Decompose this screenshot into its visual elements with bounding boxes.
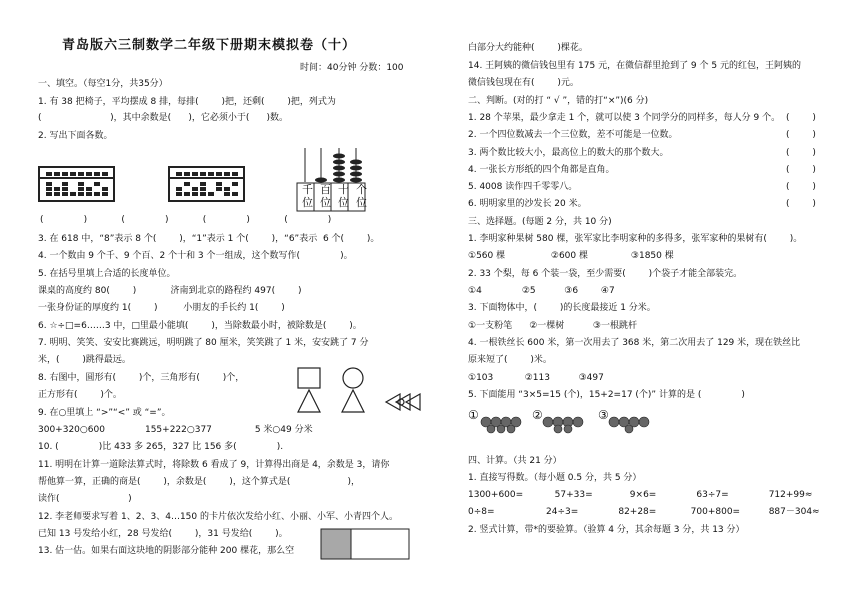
abacus-1-beads xyxy=(40,168,117,204)
time-score: 时间：40分钟 分数：100 xyxy=(300,63,404,73)
question-7-line-1: 7. 明明、笑笑、安安比赛跳远，明明跳了 80 厘米，笑笑跳了 1 米，安安跳了 7 分 xyxy=(38,338,369,348)
abacus-2-beads xyxy=(170,168,247,204)
question-11-line-2: 帮他算一算，正确的商是( )，余数是( )，这个算式是( )， xyxy=(38,477,361,487)
question-6: 6. ☆÷□=6……3 中，□里最小能填( )，当除数最小时，被除数是( )。 xyxy=(38,321,362,331)
question-1-line-1: 1. 有 38 把椅子，平均摆成 8 排，每排( )把，还剩( )把，列式为 xyxy=(38,97,336,107)
judge-paren-6[interactable]: ( ) xyxy=(786,199,816,209)
choice-3-options: ①一支粉笔 ②一棵树 ③一根跳杆 xyxy=(468,321,637,331)
question-4: 4. 一个数由 9 个千、9 个百、2 个十和 3 个一组成，这个数写作( )。 xyxy=(38,251,353,261)
judge-paren-5[interactable]: ( ) xyxy=(786,182,816,192)
section-2-heading: 二、判断。(对的打 “ √ ”，错的打“×”)(6 分) xyxy=(468,96,649,106)
judge-paren-2[interactable]: ( ) xyxy=(786,130,816,140)
question-5: 5. 在括号里填上合适的长度单位。 xyxy=(38,269,176,279)
choice-5-option-1-image xyxy=(480,410,522,434)
question-3: 3. 在 618 中，“8”表示 8 个( )，“1”表示 1 个( )，“6”表示 6 个( )。 xyxy=(38,234,380,244)
judge-paren-1[interactable]: ( ) xyxy=(786,113,816,123)
choice-4-options: ①103 ②113 ③497 xyxy=(468,373,604,383)
place-label-row-1: 千百十个 xyxy=(302,183,374,196)
section-1-heading: 一、填空。（每空1分，共35分） xyxy=(38,79,168,89)
judge-paren-3[interactable]: ( ) xyxy=(786,148,816,158)
question-11-line-1: 11. 明明在计算一道除法算式时，将除数 6 看成了 9，计算得出商是 4，余数是 3，请你 xyxy=(38,460,390,470)
judge-item-4: 4. 一张长方形纸的四个角都是直角。 xyxy=(468,165,615,175)
choice-2-options: ①4 ②5 ③6 ④7 xyxy=(468,286,615,296)
judge-item-6: 6. 明明家里的沙发长 20 米。 xyxy=(468,199,587,209)
calc-row-2: 0÷8= 24÷3= 82+28= 700+800= 887－304≈ xyxy=(468,507,820,517)
question-14-line-2: 微信钱包现在有( )元。 xyxy=(468,78,579,88)
question-11-line-3: 读作( ) xyxy=(38,494,132,504)
question-10: 10. ( )比 433 多 265，327 比 156 多( ). xyxy=(38,442,284,452)
choice-5-option-1-number: ① xyxy=(468,408,479,422)
question-9: 9. 在○里填上 “>”“<” 或 “=”。 xyxy=(38,408,171,418)
judge-paren-4[interactable]: ( ) xyxy=(786,165,816,175)
question-1-line-2: ( )，其中余数是( )，它必须小于( )数。 xyxy=(38,113,289,123)
choice-5: 5. 下面能用 “3×5=15 (个)，15+2=17 (个)” 计算的是 ( ) xyxy=(468,390,745,400)
question-5-line-2: 一张身份证的厚度约 1( ) 小朋友的手长约 1( ) xyxy=(38,303,285,313)
page-title: 青岛版六三制数学二年级下册期末模拟卷（十） xyxy=(62,38,357,53)
section-4-heading: 四、计算。（共 21 分） xyxy=(468,456,562,466)
shapes-figure xyxy=(296,366,426,414)
abacus-1 xyxy=(38,166,115,202)
judge-item-3: 3. 两个数比较大小，最高位上的数大的那个数大。 xyxy=(468,148,669,158)
choice-4-line-2: 原来短了( )米。 xyxy=(468,355,552,365)
estimate-field-figure xyxy=(320,528,410,560)
judge-item-2: 2. 一个四位数减去一个三位数，差不可能是一位数。 xyxy=(468,130,678,140)
choice-5-option-3-image xyxy=(608,410,650,434)
question-5-line-1: 课桌的高度约 80( ) 济南到北京的路程约 497( ) xyxy=(38,286,302,296)
abacus-2 xyxy=(168,166,245,202)
question-8-line-2: 正方形有( )个。 xyxy=(38,390,122,400)
section-3-heading: 三、选择题。(每题 2 分，共 10 分) xyxy=(468,217,612,227)
question-13: 13. 估一估。如果右面这块地的阴影部分能种 200 棵花，那么空 xyxy=(38,546,295,556)
choice-5-option-3-number: ③ xyxy=(598,408,609,422)
calc-2-title: 2. 竖式计算，带*的要验算。（验算 4 分，其余每题 3 分，共 13 分） xyxy=(468,525,745,535)
place-label-row-2: 位位位位 xyxy=(302,196,374,209)
question-2: 2. 写出下面各数。 xyxy=(38,131,113,141)
judge-item-5: 5. 4008 读作四千零零八。 xyxy=(468,182,578,192)
choice-2: 2. 33 个梨，每 6 个装一袋，至少需要( )个袋子才能全部装完。 xyxy=(468,269,743,279)
question-14-line-1: 14. 王阿姨的微信钱包里有 175 元，在微信群里抢到了 9 个 5 元的红包，王阿姨的 xyxy=(468,61,801,71)
question-12-line-1: 12. 李老师要求写着 1、2、3、4…150 的卡片依次发给小红、小丽、小军、小青四个人。 xyxy=(38,512,398,522)
choice-5-option-2-number: ② xyxy=(532,408,543,422)
choice-4-line-1: 4. 一根铁丝长 600 米，第一次用去了 368 米，第二次用去了 129 米，现在铁丝比 xyxy=(468,338,801,348)
choice-5-option-2-image xyxy=(542,410,584,434)
judge-item-1: 1. 28 个苹果，最少拿走 1 个，就可以使 3 个同学分的同样多，每人分 9 个。 xyxy=(468,113,781,123)
question-9-items: 300+320○600 155+222○377 5 米○49 分米 xyxy=(38,425,313,435)
choice-3: 3. 下面物体中，( )的长度最接近 1 分米。 xyxy=(468,303,656,313)
choice-1: 1. 李明家种果树 580 棵，张军家比李明家种的多得多，张军家种的果树有( )。 xyxy=(468,234,803,244)
calc-1-title: 1. 直接写得数。（每小题 0.5 分，共 5 分） xyxy=(468,473,642,483)
choice-1-options: ①560 棵 ②600 棵 ③1850 棵 xyxy=(468,251,674,261)
question-7-line-2: 米，( )跳得最远。 xyxy=(38,355,131,365)
question-13-continued: 白部分大约能种( )棵花。 xyxy=(468,43,588,53)
calc-row-1: 1300+600= 57+33= 9×6= 63÷7= 712+99≈ xyxy=(468,490,813,500)
question-12-line-2: 已知 13 号发给小红，28 号发给( )，31 号发给( )。 xyxy=(38,529,288,539)
question-8-line-1: 8. 右图中，圆形有( )个，三角形有( )个， xyxy=(38,373,245,383)
abacus-answer-blanks: ( ) ( ) ( ) ( ) xyxy=(40,215,332,225)
